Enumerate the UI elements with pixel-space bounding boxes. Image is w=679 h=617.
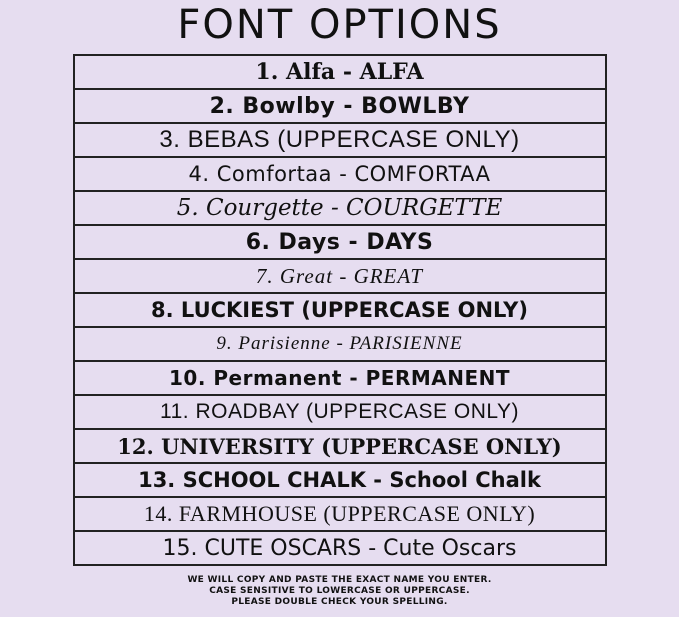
font-option-row[interactable] xyxy=(75,226,605,260)
font-option-row[interactable] xyxy=(75,532,605,566)
font-option-label: 10. Permanent - PERMANENT xyxy=(168,366,511,390)
font-option-row[interactable] xyxy=(75,192,605,226)
font-option-label: 12. UNIVERSITY (UPPERCASE ONLY) xyxy=(117,433,562,459)
font-option-label: 4. Comfortaa - COMFORTAA xyxy=(188,162,491,186)
font-option-label: 3. BEBAS (UPPERCASE ONLY) xyxy=(159,126,520,153)
font-option-label: 11. ROADBAY (UPPERCASE ONLY) xyxy=(159,400,520,423)
font-option-label: 15. CUTE OSCARS - Cute Oscars xyxy=(162,535,517,561)
font-option-row[interactable] xyxy=(75,328,605,362)
font-option-label: 2. Bowlby - BOWLBY xyxy=(209,93,470,119)
font-option-label: 13. SCHOOL CHALK - School Chalk xyxy=(138,468,541,492)
font-option-row[interactable] xyxy=(75,362,605,396)
footer-line-1: WE WILL COPY AND PASTE THE EXACT NAME YOU ENTER. xyxy=(187,575,492,585)
font-option-label: 9. Parisienne - PARISIENNE xyxy=(216,333,463,354)
font-options-table xyxy=(73,54,607,566)
font-option-row[interactable] xyxy=(75,464,605,498)
font-option-label: 7. Great - GREAT xyxy=(255,263,424,288)
footer-line-3: PLEASE DOUBLE CHECK YOUR SPELLING. xyxy=(231,597,448,607)
font-option-label: 1. Alfa - ALFA xyxy=(255,59,424,85)
font-option-row[interactable] xyxy=(75,260,605,294)
font-option-label: 5. Courgette - COURGETTE xyxy=(176,195,503,221)
footer-note xyxy=(140,575,540,608)
page-title: FONT OPTIONS xyxy=(177,2,502,48)
font-option-label: 6. Days - DAYS xyxy=(245,229,434,255)
font-option-row[interactable] xyxy=(75,498,605,532)
font-option-row[interactable] xyxy=(75,396,605,430)
font-option-label: 14. FARMHOUSE (UPPERCASE ONLY) xyxy=(143,501,536,526)
font-option-row[interactable] xyxy=(75,430,605,464)
font-option-row[interactable] xyxy=(75,158,605,192)
font-option-row[interactable] xyxy=(75,124,605,158)
font-option-label: 8. LUCKIEST (UPPERCASE ONLY) xyxy=(151,298,528,322)
font-option-row[interactable] xyxy=(75,90,605,124)
footer-line-2: CASE SENSITIVE TO LOWERCASE OR UPPERCASE. xyxy=(209,586,470,596)
font-option-row[interactable] xyxy=(75,56,605,90)
font-option-row[interactable] xyxy=(75,294,605,328)
